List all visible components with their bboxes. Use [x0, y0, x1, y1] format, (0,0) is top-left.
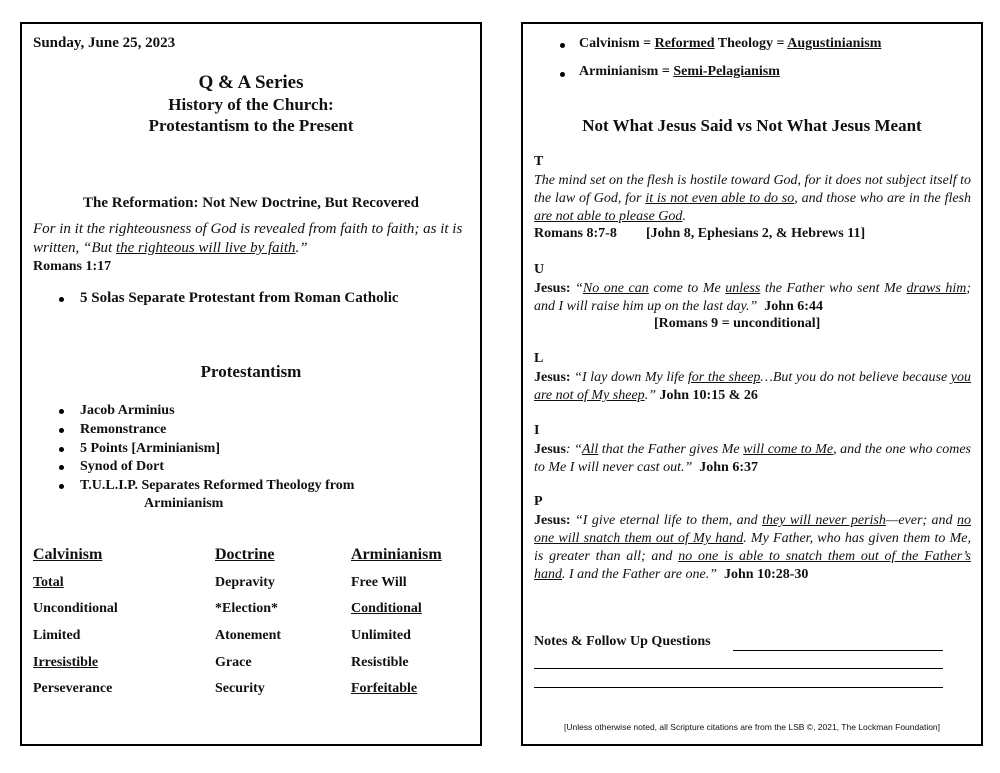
bullet-dot [59, 484, 64, 489]
verse-underlined: will come to Me [743, 442, 834, 457]
left-panel [20, 22, 482, 746]
verse-underlined: No one can [582, 281, 649, 296]
right-panel [521, 22, 983, 746]
verse-text: “I give eternal life to them, and [575, 513, 763, 528]
eq-text: Arminianism = [579, 64, 674, 79]
verse-text: the Father who sent Me [760, 281, 907, 296]
p-verse [534, 512, 971, 584]
verse-underlined: unless [725, 281, 761, 296]
bullet-dot [59, 465, 64, 470]
verse-reference: Romans 1:17 [33, 259, 112, 274]
bullet-continuation: Arminianism [144, 496, 224, 511]
i-verse [534, 441, 971, 477]
verse-underlined: draws him [906, 281, 967, 296]
tulip-letter-l: L [534, 351, 544, 366]
verse-underlined: no one is able to snatch them out of the Father’s hand [534, 549, 971, 582]
series-title: Q & A Series [198, 72, 304, 93]
notes-line [733, 650, 943, 651]
table-header-doctrine: Doctrine [215, 546, 275, 563]
i-reference: John 6:37 [699, 460, 758, 475]
verse-text: . My Father, who has given them to Me, is greater than all; and [534, 531, 971, 564]
verse-text: —ever; and [885, 513, 957, 528]
u-reference: John 6:44 [764, 299, 823, 314]
date: Sunday, June 25, 2023 [33, 35, 176, 51]
tulip-letter-t: T [534, 154, 544, 169]
eq-underlined: Semi-Pelagianism [673, 64, 780, 79]
l-verse [534, 369, 971, 405]
verse-text: “ [575, 281, 583, 296]
notes-line [534, 687, 943, 688]
verse-text: . [682, 209, 686, 224]
u-note: [Romans 9 = unconditional] [654, 316, 821, 331]
table-cell: Unlimited [351, 628, 411, 643]
speaker: Jesus: [534, 513, 576, 528]
bullet-dot [59, 428, 64, 433]
tulip-letter-u: U [534, 262, 545, 277]
verse-text: .” [644, 388, 656, 403]
table-header-calvinism: Calvinism [33, 546, 103, 563]
table-cell: Conditional [351, 601, 422, 616]
bullet-item: Jacob Arminius [80, 403, 175, 418]
table-cell: Forfeitable [351, 681, 418, 696]
bullet-item: Synod of Dort [80, 459, 165, 474]
reformation-heading: The Reformation: Not New Doctrine, But Recovered [83, 195, 419, 211]
footer-note: [Unless otherwise noted, all Scripture citations are from the LSB ©, 2021, The Lockman Foundation] [563, 722, 941, 732]
verse-underlined: it is not even able to do so [645, 191, 795, 206]
verse-text: : “ [565, 442, 582, 457]
bullet-dot [59, 409, 64, 414]
arminianism-equation [579, 64, 780, 80]
table-cell: Grace [215, 655, 252, 670]
verse-text-end: .” [295, 240, 308, 256]
notes-label: Notes & Follow Up Questions [534, 634, 711, 649]
subtitle-line-2: Protestantism to the Present [148, 116, 354, 135]
verse-underlined: you are not of My sheep [534, 370, 972, 403]
notes-line [534, 668, 943, 669]
verse-underlined: the righteous will live by faith [115, 240, 296, 256]
verse-text: , and those who are in the flesh [794, 191, 972, 206]
verse-underlined: for the sheep [687, 370, 761, 385]
section-heading: Not What Jesus Said vs Not What Jesus Meant [582, 116, 922, 135]
table-cell: Resistible [351, 655, 409, 670]
table-cell: Free Will [351, 575, 407, 590]
table-cell: Unconditional [33, 601, 118, 616]
table-cell: Security [215, 681, 265, 696]
eq-text: Calvinism = [579, 36, 655, 51]
verse-text: “I lay down My life [574, 370, 688, 385]
eq-underlined: Augustinianism [787, 36, 882, 51]
bullet-dot [560, 43, 565, 48]
table-cell: Perseverance [33, 681, 113, 696]
bullet-item: 5 Points [Arminianism] [80, 441, 220, 456]
verse-text: For in it the righteousness of God is revealed from faith to faith; as it is written, “But [33, 221, 463, 256]
speaker: Jesus: [534, 281, 576, 296]
protestantism-heading: Protestantism [200, 362, 302, 381]
verse-underlined: All [581, 442, 599, 457]
p-reference: John 10:28-30 [724, 567, 809, 582]
verse-text: …But you do not believe because [760, 370, 951, 385]
tulip-letter-p: P [534, 494, 543, 509]
table-cell: Atonement [215, 628, 282, 643]
verse-underlined: are not able to please God [534, 209, 683, 224]
bullet-item: Remonstrance [80, 422, 167, 437]
table-cell: Irresistible [33, 655, 99, 670]
verse-text: . I and the Father are one.” [562, 567, 718, 582]
romans-verse [33, 220, 473, 258]
bullet-dot [59, 297, 64, 302]
verse-text: that the Father gives Me [598, 442, 744, 457]
tulip-letter-i: I [534, 423, 540, 438]
t-extra-reference: [John 8, Ephesians 2, & Hebrews 11] [646, 226, 866, 241]
table-cell: Depravity [215, 575, 275, 590]
l-reference: John 10:15 & 26 [659, 388, 758, 403]
t-reference: Romans 8:7-8 [534, 226, 617, 241]
verse-underlined: no one will snatch them out of My hand [534, 513, 971, 546]
verse-text: ; and I will raise him up on the last day.” [534, 281, 972, 314]
solas-bullet: 5 Solas Separate Protestant from Roman Catholic [80, 290, 399, 306]
verse-text: come to Me [648, 281, 726, 296]
speaker: Jesus [534, 442, 566, 457]
bullet-dot [59, 447, 64, 452]
table-cell: Total [33, 575, 64, 590]
bullet-item: T.U.L.I.P. Separates Reformed Theology from [80, 478, 355, 493]
table-header-arminianism: Arminianism [351, 546, 442, 563]
table-cell: *Election* [215, 601, 278, 616]
verse-underlined: they will never perish [762, 513, 886, 528]
eq-text: Theology = [714, 36, 788, 51]
t-verse [534, 172, 971, 226]
bullet-dot [560, 72, 565, 77]
verse-text: , and the one who comes to Me I will never cast out.” [534, 442, 971, 475]
speaker: Jesus: [534, 370, 575, 385]
subtitle-line-1: History of the Church: [168, 95, 334, 114]
verse-text: The mind set on the flesh is hostile toward God, for it does not subject itself to the law of God, for [534, 173, 971, 206]
calvinism-equation [579, 36, 881, 52]
u-verse [534, 280, 971, 316]
eq-underlined: Reformed [654, 36, 715, 51]
table-cell: Limited [33, 628, 81, 643]
